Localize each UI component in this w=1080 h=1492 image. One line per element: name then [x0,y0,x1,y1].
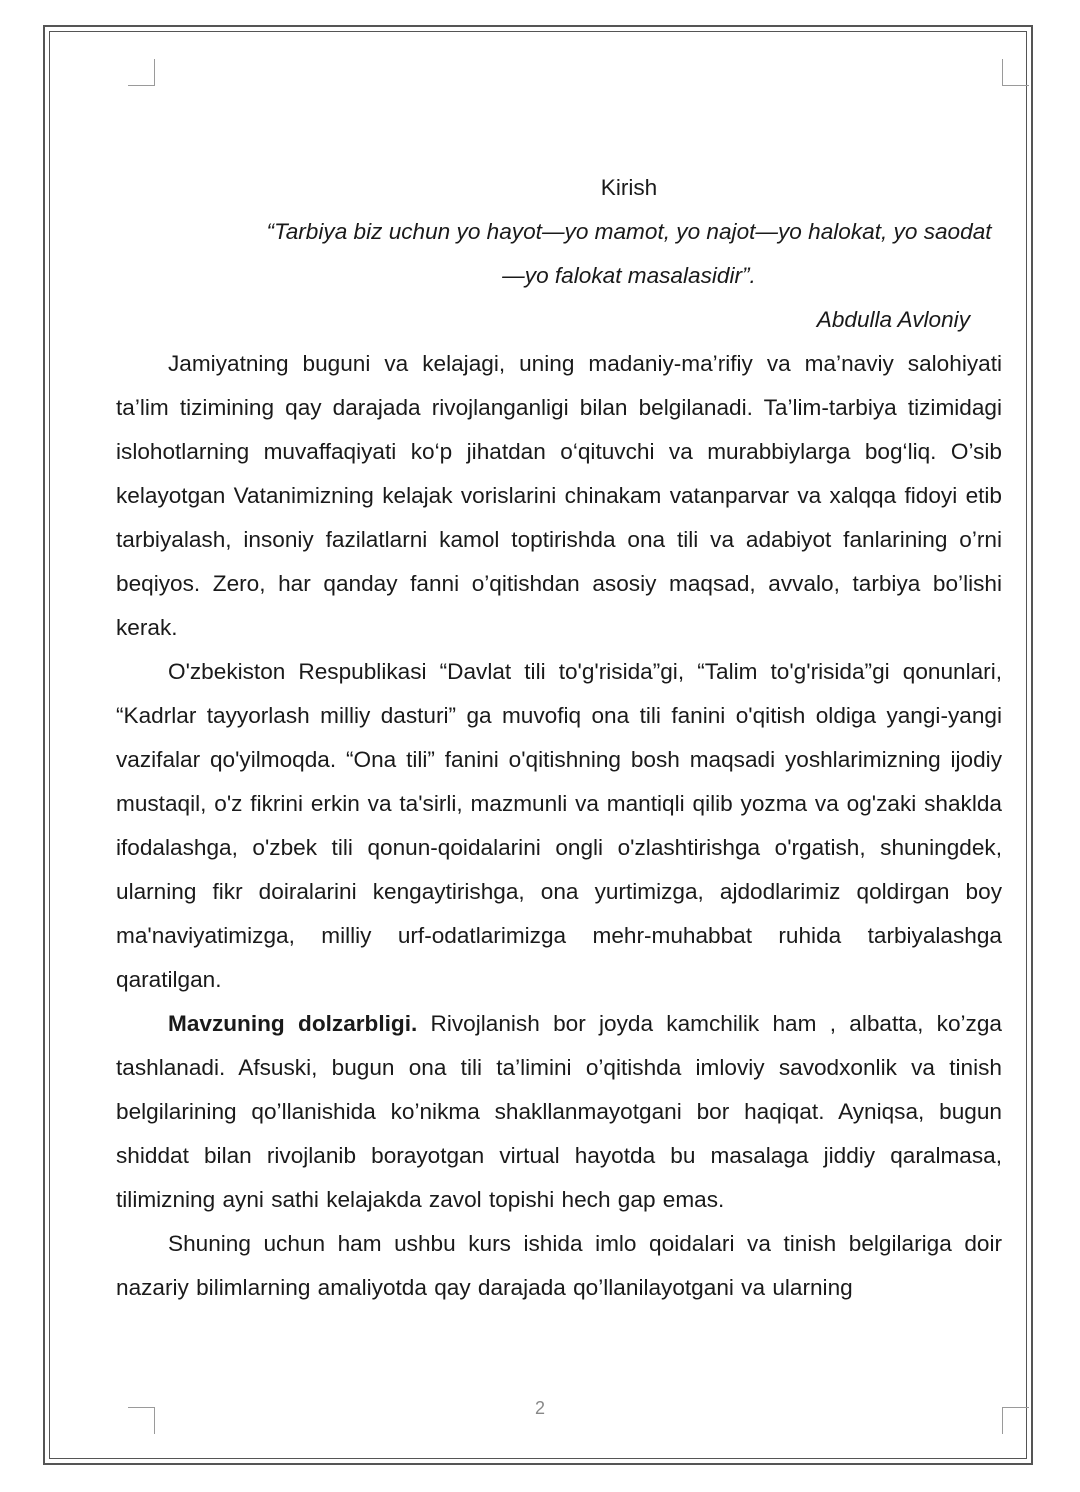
paragraph-3-lead: Mavzuning dolzarbligi. [168,1011,418,1036]
crop-mark-top-right [1002,59,1029,86]
paragraph-3-text: Rivojlanish bor joyda kamchilik ham , albatta, ko’zga tashlanadi. Afsuski, bugun ona tili ta’limini o’qitishda imloviy savodxonlik va tinish belgilarining qo’llanishida ko’nikma shakllanmayotgani bor haqiqat. Ayniqsa, bugun shiddat bilan rivojlanib borayotgan virtual hayotda bu masalaga jiddiy qaralmasa, tilimizning ayni sathi kelajakda zavol topishi hech gap emas. [116,1011,1002,1212]
page-number: 2 [534,1398,545,1418]
epigraph-quote: “Tarbiya biz uchun yo hayot—yo mamot, yo najot—yo halokat, yo saodat—yo falokat masalasidir”. [266,219,992,288]
paragraph-4 [116,1222,1002,1310]
epigraph-author: Abdulla Avloniy [816,307,970,332]
paragraph-2-text: O'zbekiston Respublikasi “Davlat tili to'g'risida”gi, “Talim to'g'risida”gi qonunlari, “Kadrlar tayyorlash milliy dasturi” ga muvofiq ona tili fanini o'qitish oldiga yangi-yangi vazifalar qo'yilmoqda. “Ona tili” fanini o'qitishning bosh maqsadi yoshlarimizning ijodiy mustaqil, o'z fikrini erkin va ta'sirli, mazmunli va mantiqli qilib yozma va og'zaki shakldа ifodalashga, o'zbek tili qonun-qoidalarini ongli o'zlashtirishga o'rgatish, shuningdek, ularning fikr doiralarini kengaytirishga, ona yurtimizga, ajdodlarimiz qoldirgan boy ma'naviyatimizga, milliy urf-odatlarimizga mehr-muhabbat ruhida tarbiyalashga qaratilgan. [116,659,1002,992]
crop-mark-top-left [128,59,155,86]
paragraph-1 [116,342,1002,650]
paragraph-4-text: Shuning uchun ham ushbu kurs ishida imlo qoidalari va tinish belgilariga doir nazariy bilimlarning amaliyotda qay darajada qo’llanilayotgani va ularning [116,1231,1002,1300]
section-heading: Kirish [600,175,658,200]
paragraph-1-text: Jamiyatning buguni va kelajagi, uning madaniy-ma’rifiy va ma’naviy salohiyati ta’lim tizimining qay darajada rivojlanganligi bilan belgilanadi. Ta’lim-tarbiya tizimidagi islohotlarning muvaffaqiyati ko‘p jihatdan o‘qituvchi va murabbiylarga bog‘liq. O’sib kelayotgan Vatanimizning kelajak vorislarini chinakam vatanparvar va xalqqa fidoyi etib tarbiyalash, insoniy fazilatlarni kamol toptirishda ona tili va adabiyot fanlarining o’rni beqiyos. Zero, har qanday fanni o’qitishdan asosiy maqsad, avvalo, tarbiya bo’lishi kerak. [116,351,1002,640]
paragraph-2 [116,650,1002,1002]
paragraph-3 [116,1002,1002,1222]
document-body [116,166,1002,1310]
